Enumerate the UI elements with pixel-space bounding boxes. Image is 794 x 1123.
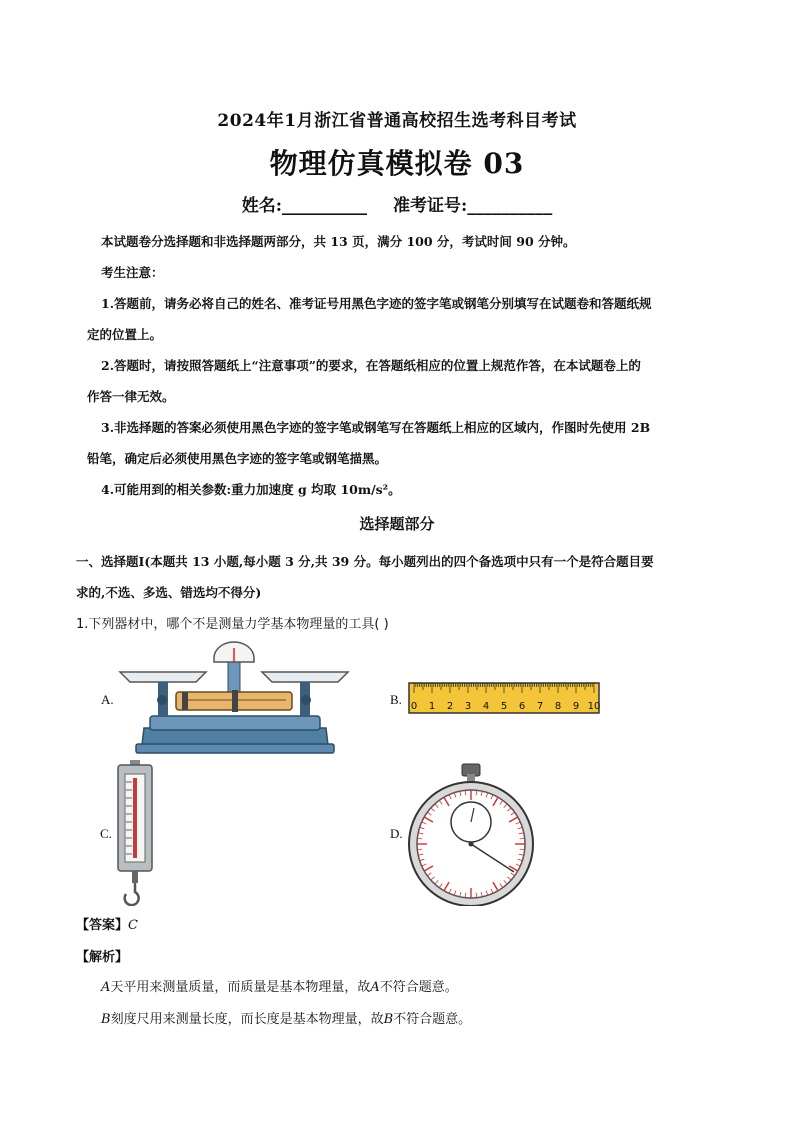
analysis-b-end: 不符合题意。	[393, 1012, 472, 1027]
balance-base	[136, 716, 334, 753]
id-field: 准考证号:__________	[392, 196, 553, 216]
note-2-line-2: 作答一律无效。	[87, 389, 175, 404]
analysis-b	[101, 1008, 471, 1027]
question-1-stem: 1.下列器材中，哪个不是测量力学基本物理量的工具( )	[76, 617, 389, 632]
exam-name: 2024年1月浙江省普通高校招生选考科目考试	[217, 111, 577, 131]
analysis-a-letter2: A	[370, 980, 380, 995]
ruler-tick-label: 8	[554, 701, 562, 712]
analysis-b-text: 刻度尺用来测量长度，而长度是基本物理量，故	[110, 1012, 384, 1027]
analysis-label: 【解析】	[76, 950, 129, 965]
option-c-label: C.	[100, 826, 112, 841]
ruler-tick-label: 9	[572, 701, 580, 712]
analysis-a-end: 不符合题意。	[379, 980, 458, 995]
stopwatch-image	[404, 762, 538, 906]
note-4: 4.可能用到的相关参数:重力加速度 g 均取 10m/s²。	[101, 482, 401, 497]
intro-text: 本试题卷分选择题和非选择题两部分，共 13 页，满分 100 分，考试时间 90 分钟。	[101, 234, 576, 249]
balance-dial	[214, 642, 254, 694]
stopwatch-tick	[417, 838, 422, 839]
paper-title: 物理仿真模拟卷 03	[269, 147, 525, 180]
note-1-line-2: 定的位置上。	[87, 327, 163, 342]
section-title: 选择题部分	[359, 515, 435, 533]
ruler-tick-label: 1	[428, 701, 436, 712]
ruler-tick-label: 10	[587, 701, 600, 712]
stopwatch-tick	[520, 838, 525, 839]
part-intro-line-2: 求的,不选、多选、错选均不得分)	[76, 585, 262, 600]
stopwatch-tick	[465, 893, 466, 898]
analysis-a-text: 天平用来测量质量，而质量是基本物理量，故	[110, 980, 371, 995]
note-2-line-1: 2.答题时，请按照答题纸上“注意事项”的要求，在答题纸相应的位置上规范作答，在本试题卷上的	[101, 358, 641, 373]
stopwatch-tick	[476, 790, 477, 795]
note-3-line-2: 铅笔，确定后必须使用黑色字迹的签字笔或钢笔描黑。	[87, 451, 388, 466]
answer-value: C	[128, 918, 138, 933]
ruler-tick-label: 4	[482, 701, 490, 712]
ruler-tick-label: 5	[500, 701, 508, 712]
analysis-a	[101, 976, 458, 995]
ruler-tick-label: 3	[464, 701, 472, 712]
stopwatch-tick	[476, 893, 477, 898]
stopwatch-tick	[465, 790, 466, 795]
stopwatch-tick	[417, 849, 422, 850]
note-3-line-1: 3.非选择题的答案必须使用黑色字迹的签字笔或钢笔写在答题纸上相应的区域内，作图时先使用 2B	[101, 420, 651, 435]
answer-line	[76, 914, 138, 933]
part-intro-line-1: 一、选择题Ⅰ(本题共 13 小题,每小题 3 分,共 39 分。每小题列出的四个备选项中只有一个是符合题目要	[76, 554, 654, 569]
ruler-tick-label: 0	[410, 701, 418, 712]
option-b-label: B.	[390, 692, 402, 707]
ruler-tick-label: 7	[536, 701, 544, 712]
balance-beam	[157, 690, 311, 712]
ruler-tick-label: 6	[518, 701, 526, 712]
analysis-b-letter2: B	[383, 1012, 394, 1027]
option-a-label: A.	[101, 692, 114, 707]
analysis-a-letter: A	[101, 980, 111, 995]
stopwatch-tick	[520, 849, 525, 850]
candidate-info	[0, 191, 794, 216]
spring-scale-image	[112, 760, 158, 906]
notice-title: 考生注意：	[101, 265, 164, 280]
name-field: 姓名:__________	[241, 196, 368, 216]
analysis-b-letter: B	[101, 1012, 111, 1027]
option-d-label: D.	[390, 826, 403, 841]
note-1-line-1: 1.答题前，请务必将自己的姓名、准考证号用黑色字迹的签字笔或钢笔分别填写在试题卷和答题纸规	[101, 296, 652, 311]
ruler-tick-label: 2	[446, 701, 454, 712]
ruler-image	[408, 682, 600, 714]
balance-image	[116, 640, 352, 758]
answer-label: 【答案】	[76, 918, 129, 933]
